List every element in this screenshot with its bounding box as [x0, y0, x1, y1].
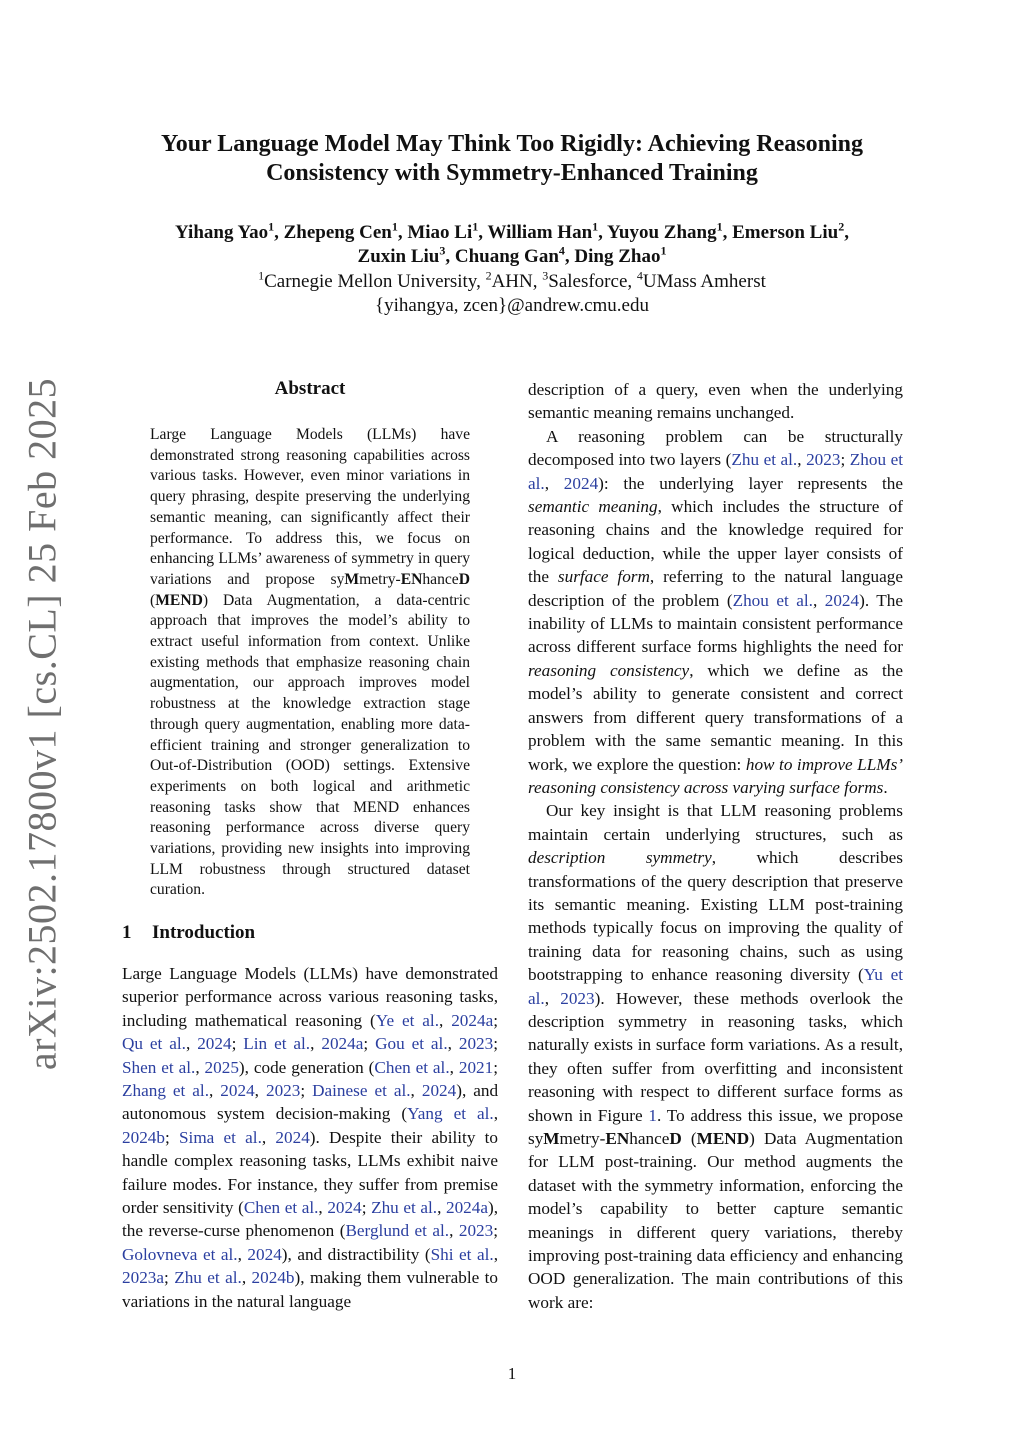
citation-link[interactable]: 2024	[275, 1127, 310, 1147]
author: Emerson Liu	[732, 222, 839, 243]
text-run: metry-	[359, 570, 401, 588]
citation-link[interactable]: Dainese et al.	[312, 1081, 411, 1101]
affiliation-mark: 3	[542, 268, 549, 283]
text-run: ), making them vulnerable to variations in the natural language	[122, 1268, 499, 1311]
paragraph-continuation	[528, 378, 903, 425]
text-run: ,	[439, 1010, 452, 1030]
emphasized-text: how to improve LLMs’ reasoning consistency across varying surface forms	[528, 754, 903, 797]
text-run: ). Despite their ability to handle complex reasoning tasks, LLMs exhibit naive failure modes. For instance, they suffer from premise order sensitivity (	[122, 1127, 499, 1218]
citation-link[interactable]: Zhou et al.	[528, 450, 904, 493]
text-run: description of a query, even when the underlying semantic meaning remains unchanged.	[528, 380, 903, 423]
text-run: ;	[361, 1198, 372, 1218]
author: Yuyou Zhang	[606, 222, 717, 243]
author: Zhepeng Cen	[283, 222, 392, 243]
text-run: Our key insight is that LLM reasoning problems maintain certain underlying structures, such as	[528, 801, 903, 844]
text-run: ,	[310, 1034, 322, 1054]
abstract-body	[150, 425, 470, 901]
citation-link[interactable]: 2024	[220, 1081, 255, 1101]
author-affiliation-mark: 1	[660, 243, 667, 258]
text-run: ,	[261, 1127, 276, 1147]
text-run: ,	[449, 1057, 459, 1077]
title-line-1: Your Language Model May Think Too Rigidly: Achieving Reasoning	[161, 131, 863, 157]
text-run: ,	[493, 1244, 498, 1264]
text-run: ,	[544, 473, 564, 493]
abstract-heading: Abstract	[274, 378, 346, 399]
affiliation-line: $^1$Carnegie Mellon University, $^2$AHN, $^3$Salesforce, $^4$UMass Amherst	[258, 268, 766, 292]
citation-link[interactable]: 2024a	[445, 1198, 488, 1218]
author-affiliation-mark: 1	[391, 219, 398, 234]
section-title: Introduction	[152, 922, 256, 943]
bold-text: MEND	[696, 1129, 750, 1148]
text-run: ) Data Augmentation, a data-centric approach that improves the model’s ability to extract useful information from context. Unlike existing methods that emphasize reasoning chain augmentation, our approach improves model robustness at the knowledge extraction stage through query augmentation, enabling more data-efficient training and stronger generalization to Out-of-Distribution (OOD) settings. Extensive experiments on both logical and arithmetic reasoning tasks show that MEND enhances reasoning performance across diverse query variations, providing new insights into improving LLM robustness through structured dataset curation.	[150, 591, 470, 899]
text-run: ;	[840, 450, 850, 470]
citation-link[interactable]: Lin et al.	[243, 1034, 311, 1054]
paragraph-key-insight	[528, 799, 903, 1314]
text-run: ,	[254, 1081, 266, 1101]
citation-link[interactable]: 2024	[563, 473, 599, 493]
citation-link[interactable]: 2024	[197, 1034, 232, 1054]
citation-link[interactable]: Gou et al.	[375, 1034, 448, 1054]
text-run: ,	[812, 590, 825, 610]
text-run: ,	[237, 1244, 248, 1264]
arxiv-identifier: arXiv:2502.17800v1 [cs.CL] 25 Feb 2025	[19, 377, 65, 1071]
text-run: .	[883, 777, 888, 797]
citation-link[interactable]: Golovneva et al.	[122, 1244, 238, 1264]
text-run: ;	[300, 1081, 313, 1101]
citation-link[interactable]: Zhu et al.	[174, 1268, 242, 1288]
text-run: ;	[493, 1010, 498, 1030]
text-run: Large Language Models (LLMs) have demonstrated strong reasoning capabilities across various tasks. However, even minor variations in query phrasing, despite preserving the underlying semantic meaning, can significantly affect their performance. To address this, we focus on enhancing LLMs’ awareness of symmetry in query variations and propose sy	[150, 426, 470, 588]
citation-link[interactable]: 2024b	[251, 1268, 295, 1288]
text-run: . To address this issue, we propose sy	[528, 1105, 903, 1148]
citation-link[interactable]: Shi et al.	[430, 1244, 494, 1264]
section-heading-introduction	[122, 922, 255, 944]
text-run: metry-	[559, 1129, 606, 1148]
citation-link[interactable]: Sima et al.	[178, 1127, 262, 1147]
text-run: ,	[544, 988, 561, 1008]
text-run: ,	[318, 1198, 328, 1218]
citation-link[interactable]: 2023	[458, 1221, 494, 1241]
citation-link[interactable]: 2024	[247, 1244, 282, 1264]
author: Yihang Yao	[175, 222, 269, 243]
text-run: (	[150, 591, 156, 609]
page-number: 1	[507, 1364, 517, 1383]
citation-link[interactable]: Zhang et al.	[122, 1081, 209, 1101]
author-affiliation-mark: 3	[439, 243, 446, 258]
text-run: ;	[493, 1034, 499, 1054]
citation-link[interactable]: Ye et al.	[375, 1010, 439, 1030]
text-run: ), the reverse-curse phenomenon (	[122, 1198, 499, 1241]
text-run: ), code generation (	[238, 1057, 375, 1077]
text-run: ;	[164, 1127, 179, 1147]
bold-text: EN	[400, 570, 423, 588]
bold-text: M	[344, 570, 360, 588]
affiliations	[0, 270, 1024, 318]
citation-link[interactable]: 2023	[458, 1034, 494, 1054]
citation-link[interactable]: Shen et al.	[122, 1057, 196, 1077]
citation-link[interactable]: 2023	[806, 450, 841, 470]
text-run: (	[681, 1129, 697, 1148]
text-run: hance	[422, 570, 459, 588]
citation-link[interactable]: 2021	[458, 1057, 494, 1077]
text-run: ), and autonomous system decision-making (	[122, 1081, 499, 1124]
author: Zuxin Liu	[357, 246, 440, 267]
emphasized-text: description symmetry	[528, 848, 712, 868]
author-list	[0, 221, 1024, 269]
paragraph-reasoning-layers	[528, 425, 903, 800]
emphasized-text: semantic meaning	[528, 497, 658, 517]
author-affiliation-mark: 1	[268, 219, 275, 234]
citation-link[interactable]: 2024a	[451, 1010, 494, 1030]
text-run: ). The inability of LLMs to maintain consistent performance across different surface forms highlights the need for	[528, 590, 904, 657]
citation-link[interactable]: Zhu et al.	[371, 1198, 438, 1218]
text-run: ,	[493, 1104, 498, 1124]
text-run: ). However, these methods overlook the description symmetry in reasoning tasks, which naturally exists in surface form variations. As a result, they often suffer from overfitting and inconsistent reasoning with respect to different surface forms as shown in Figure	[528, 988, 904, 1125]
citation-link[interactable]: 1	[648, 1105, 658, 1125]
author: William Han	[487, 222, 593, 243]
citation-link[interactable]: 2023	[265, 1081, 301, 1101]
citation-link[interactable]: 2024	[327, 1198, 362, 1218]
text-run: , which we define as the model’s ability to generate consistent and correct answers from different query transformations of a problem with the same semantic meaning. In this work, we explore the question:	[528, 660, 903, 774]
author: Miao Li	[407, 222, 473, 243]
affiliation: Salesforce	[548, 271, 628, 292]
text-run: , which includes the structure of reasoning chains and the knowledge required for logical deduction, while the upper layer consists of the	[528, 497, 903, 587]
author-affiliation-mark: 1	[472, 219, 479, 234]
text-run: ): the underlying layer represents the	[598, 473, 904, 493]
author-affiliation-mark: 1	[716, 219, 723, 234]
title-line-2: Consistency with Symmetry-Enhanced Training	[266, 160, 758, 186]
introduction-left-column	[122, 962, 498, 1313]
abstract-paragraph	[150, 425, 470, 901]
text-run: ;	[164, 1268, 175, 1288]
citation-link[interactable]: 2024	[421, 1081, 457, 1101]
text-run: Large Language Models (LLMs) have demonstrated superior performance across various reasoning tasks, including mathematical reasoning (	[122, 964, 498, 1030]
text-run: ,	[447, 1034, 459, 1054]
citation-link[interactable]: Chen et al.	[374, 1057, 450, 1077]
citation-link[interactable]: Yang et al.	[407, 1104, 494, 1124]
affiliation-mark: 1	[258, 268, 265, 283]
affiliation: Carnegie Mellon University	[264, 271, 477, 292]
text-run: ,	[241, 1268, 252, 1288]
text-run: ,	[195, 1057, 205, 1077]
text-run: hance	[629, 1129, 670, 1148]
bold-text: D	[669, 1129, 682, 1148]
affiliation: UMass Amherst	[642, 271, 766, 292]
text-run: ;	[363, 1034, 376, 1054]
text-run: ,	[437, 1198, 446, 1218]
citation-link[interactable]: 2024	[824, 590, 860, 610]
author-affiliation-mark: 4	[558, 243, 565, 258]
author: Chuang Gan	[454, 246, 559, 267]
affiliation: AHN	[491, 271, 533, 292]
emphasized-text: surface form	[557, 567, 650, 587]
author: Ding Zhao	[574, 246, 661, 267]
citation-link[interactable]: Chen et al.	[243, 1198, 319, 1218]
right-column	[528, 378, 903, 1314]
author-affiliation-mark: 1	[592, 219, 599, 234]
text-run: ,	[209, 1081, 221, 1101]
text-run: A reasoning problem can be structurally decomposed into two layers (	[528, 426, 903, 470]
author-line-1: Yihang Yao$^1$, Zhepeng Cen$^1$, Miao Li$^1$, William Han$^1$, Yuyou Zhang$^1$, Emerson Liu$^2$,	[175, 219, 849, 243]
author-affiliation-mark: 2	[838, 219, 845, 234]
paper-title	[0, 130, 1024, 188]
citation-link[interactable]: 2023	[560, 988, 595, 1008]
introduction-paragraph	[122, 962, 498, 1313]
bold-text: M	[543, 1129, 560, 1148]
author-line-2: Zuxin Liu$^3$, Chuang Gan$^4$, Ding Zhao$^1$	[357, 243, 667, 267]
text-run: ,	[797, 450, 807, 470]
bold-text: MEND	[155, 591, 203, 609]
text-run: ,	[185, 1034, 198, 1054]
affiliation-mark: 2	[485, 268, 492, 283]
citation-link[interactable]: 2025	[204, 1057, 239, 1077]
section-number: 1	[122, 922, 132, 943]
citation-link[interactable]: Berglund et al.	[345, 1221, 450, 1241]
citation-link[interactable]: Zhu et al.	[731, 450, 798, 470]
bold-text: D	[458, 570, 470, 588]
text-run: ), and distractibility (	[281, 1244, 431, 1264]
emphasized-text: reasoning consistency	[528, 660, 690, 680]
citation-link[interactable]: 2023a	[122, 1268, 165, 1288]
affiliation-mark: 4	[636, 268, 643, 283]
bold-text: EN	[605, 1129, 630, 1148]
text-run: ;	[493, 1221, 499, 1241]
citation-link[interactable]: 2024b	[122, 1127, 165, 1147]
text-run: ,	[410, 1081, 422, 1101]
text-run: ,	[449, 1221, 459, 1241]
text-run: ;	[493, 1057, 499, 1077]
text-run: , referring to the natural language description of the problem (	[528, 567, 903, 610]
text-run: ) Data Augmentation for LLM post-training. Our method augments the dataset with the symmetry information, enforcing the model’s capability to better capture semantic meanings in different query variations, thereby improving post-training data efficiency and enhancing OOD generalization. The main contributions of this work are:	[528, 1129, 903, 1312]
contact-email: {yihangya, zcen}@andrew.cmu.edu	[374, 295, 649, 316]
citation-link[interactable]: Zhou et al.	[732, 590, 813, 610]
citation-link[interactable]: 2024a	[321, 1034, 364, 1054]
citation-link[interactable]: Yu et al.	[528, 965, 903, 1008]
citation-link[interactable]: Qu et al.	[122, 1034, 186, 1054]
text-run: , which describes transformations of the query description that preserve its semantic meaning. Existing LLM post-training methods typically focus on improving the quality of training data for reasoning chains, such as using bootstrapping to enhance reasoning diversity (	[528, 848, 903, 985]
text-run: ;	[231, 1034, 244, 1054]
